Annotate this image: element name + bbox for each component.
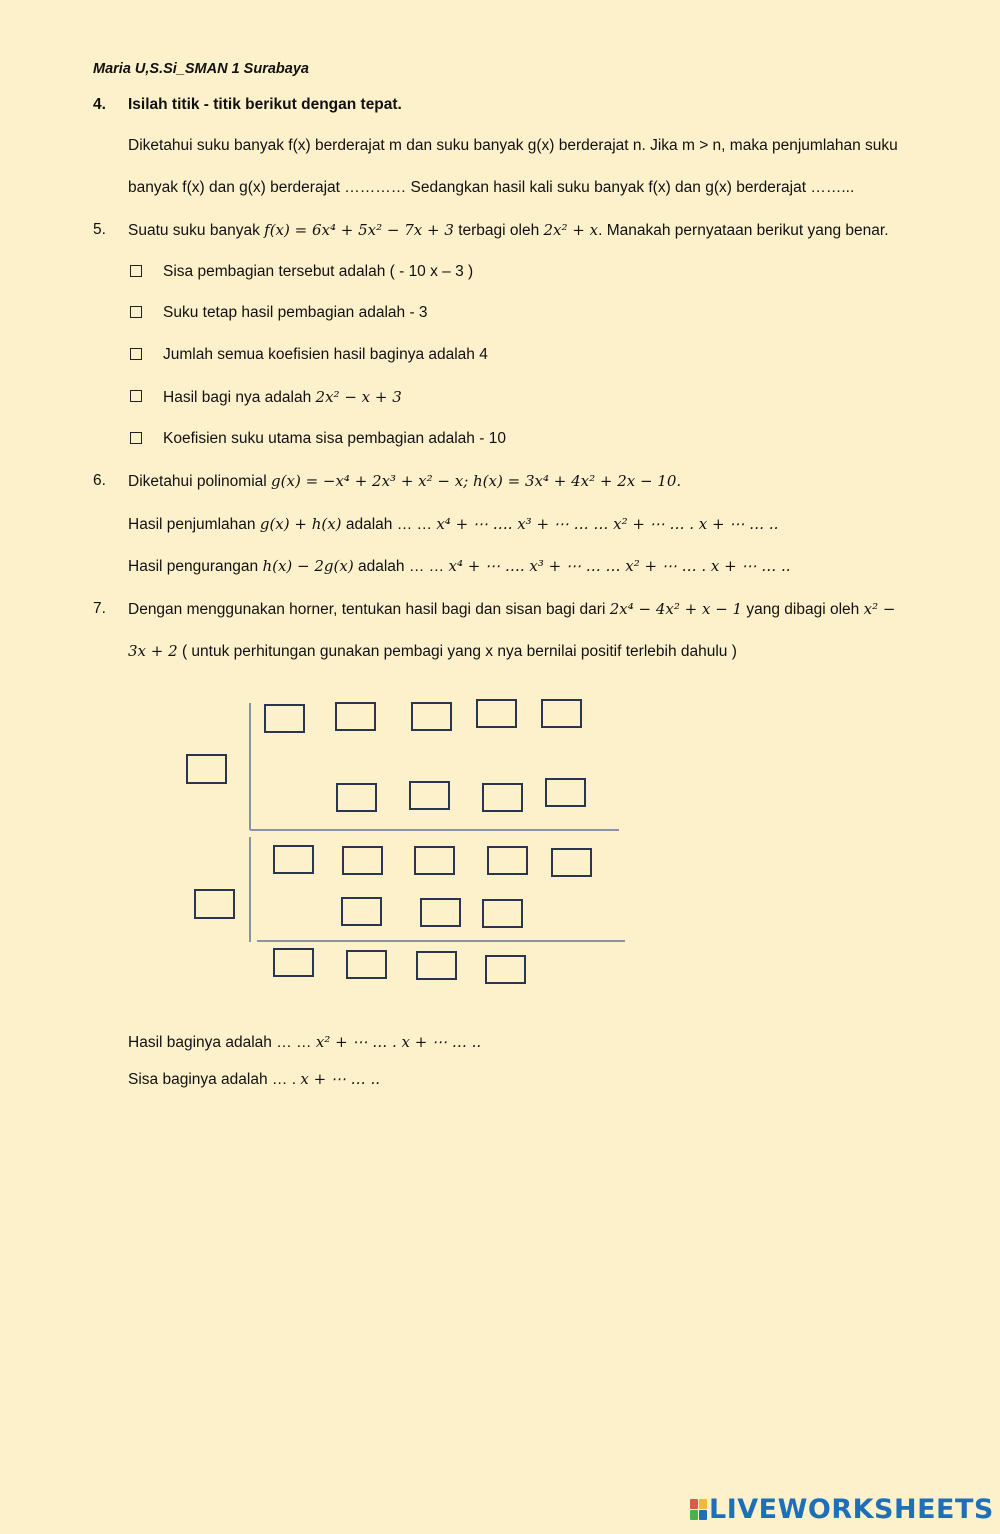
q7-line1-mid: yang dibagi oleh bbox=[746, 601, 860, 618]
q6-number: 6. bbox=[93, 472, 106, 489]
q4-title: Isilah titik - titik berikut dengan tepat. bbox=[128, 96, 402, 113]
horner-product-box[interactable] bbox=[336, 783, 377, 812]
q6-diff-adalah: adalah … … bbox=[358, 558, 445, 575]
q5-option-4 bbox=[163, 388, 402, 407]
q7-line2-text: ( untuk perhitungan gunakan pembagi yang x nya bernilai positif terlebih dahulu ) bbox=[181, 643, 737, 660]
q6-stem bbox=[128, 472, 681, 491]
horner-hline-1 bbox=[250, 829, 619, 831]
horner-coef-box[interactable] bbox=[335, 702, 376, 731]
horner-result-box[interactable] bbox=[416, 951, 457, 980]
q6-sum-expr: g(x) + h(x) bbox=[259, 515, 342, 533]
horner-sum-box[interactable] bbox=[487, 846, 528, 875]
q5-mid: terbagi oleh bbox=[458, 222, 540, 239]
q5-option-4-math: 2x² − x + 3 bbox=[315, 388, 402, 406]
q7-line1 bbox=[128, 600, 895, 619]
q5-option-4-checkbox[interactable] bbox=[130, 390, 142, 402]
q7-divisor-part2: 3x + 2 bbox=[128, 642, 178, 660]
horner-product-box[interactable] bbox=[545, 778, 586, 807]
q6-diff-label: Hasil pengurangan bbox=[128, 558, 259, 575]
q7-remainder-blanks[interactable]: x + ⋯ … .. bbox=[300, 1070, 380, 1088]
q6-polys: g(x) = −x⁴ + 2x³ + x² − x; h(x) = 3x⁴ + 4x² + 2x − 10. bbox=[271, 472, 682, 490]
author-header: Maria U,S.Si_SMAN 1 Surabaya bbox=[93, 61, 309, 77]
q5-number: 5. bbox=[93, 221, 106, 238]
horner-product-box-2[interactable] bbox=[341, 897, 382, 926]
q5-suffix: . Manakah pernyataan berikut yang benar. bbox=[598, 222, 889, 239]
q5-option-1-checkbox[interactable] bbox=[130, 265, 142, 277]
horner-coef-box[interactable] bbox=[264, 704, 305, 733]
q7-result-label: Hasil baginya adalah … … bbox=[128, 1034, 312, 1051]
q7-remainder-label: Sisa baginya adalah … . bbox=[128, 1071, 297, 1088]
q5-option-5: Koefisien suku utama sisa pembagian adalah - 10 bbox=[163, 430, 506, 447]
horner-coef-box[interactable] bbox=[476, 699, 517, 728]
horner-result-box[interactable] bbox=[346, 950, 387, 979]
horner-result-box[interactable] bbox=[273, 948, 314, 977]
logo-square bbox=[699, 1499, 707, 1509]
horner-vline-2 bbox=[249, 837, 251, 942]
horner-product-box[interactable] bbox=[482, 783, 523, 812]
q5-prefix: Suatu suku banyak bbox=[128, 222, 260, 239]
horner-result-box[interactable] bbox=[485, 955, 526, 984]
q4-line2: banyak f(x) dan g(x) berderajat ………… Sedangkan hasil kali suku banyak f(x) dan g(x) berderajat ……... bbox=[128, 179, 855, 196]
logo-text: LIVEWORKSHEETS bbox=[709, 1494, 994, 1525]
horner-product-box[interactable] bbox=[409, 781, 450, 810]
horner-sum-box[interactable] bbox=[414, 846, 455, 875]
liveworksheets-logo-icon bbox=[690, 1499, 707, 1521]
q5-option-3: Jumlah semua koefisien hasil baginya adalah 4 bbox=[163, 346, 488, 363]
q7-remainder-line bbox=[128, 1070, 380, 1089]
horner-divisor-box-1[interactable] bbox=[186, 754, 227, 784]
horner-product-box-2[interactable] bbox=[482, 899, 523, 928]
q5-option-1: Sisa pembagian tersebut adalah ( - 10 x – 3 ) bbox=[163, 263, 474, 280]
q7-line2 bbox=[128, 642, 737, 661]
q6-sum-blanks[interactable]: x⁴ + ⋯ …. x³ + ⋯ … … x² + ⋯ … . x + ⋯ … .. bbox=[436, 515, 779, 533]
q5-option-5-checkbox[interactable] bbox=[130, 432, 142, 444]
horner-divisor-box-2[interactable] bbox=[194, 889, 235, 919]
horner-product-box-2[interactable] bbox=[420, 898, 461, 927]
q5-function: f(x) = 6x⁴ + 5x² − 7x + 3 bbox=[264, 221, 454, 239]
liveworksheets-logo bbox=[690, 1494, 994, 1525]
horner-coef-box[interactable] bbox=[411, 702, 452, 731]
q7-divisor-part1: x² − bbox=[863, 600, 896, 618]
q6-sum-line bbox=[128, 515, 778, 534]
q6-sum-adalah: adalah … … bbox=[345, 516, 433, 533]
q5-divisor: 2x² + x bbox=[543, 221, 599, 239]
q7-result-line bbox=[128, 1033, 481, 1052]
q5-stem bbox=[128, 221, 889, 240]
q4-line1: Diketahui suku banyak f(x) berderajat m dan suku banyak g(x) berderajat n. Jika m > n, maka penjumlahan suku bbox=[128, 137, 898, 154]
horner-sum-box[interactable] bbox=[342, 846, 383, 875]
q5-option-3-checkbox[interactable] bbox=[130, 348, 142, 360]
q6-diff-line bbox=[128, 557, 791, 576]
horner-sum-box[interactable] bbox=[273, 845, 314, 874]
horner-vline-1 bbox=[249, 703, 251, 830]
q6-sum-label: Hasil penjumlahan bbox=[128, 516, 256, 533]
q6-prefix: Diketahui polinomial bbox=[128, 473, 267, 490]
logo-square bbox=[699, 1510, 707, 1520]
q5-option-2: Suku tetap hasil pembagian adalah - 3 bbox=[163, 304, 428, 321]
q4-number: 4. bbox=[93, 96, 106, 113]
q7-number: 7. bbox=[93, 600, 106, 617]
q7-poly: 2x⁴ − 4x² + x − 1 bbox=[609, 600, 743, 618]
q5-option-2-checkbox[interactable] bbox=[130, 306, 142, 318]
q6-diff-expr: h(x) − 2g(x) bbox=[262, 557, 354, 575]
q6-diff-blanks[interactable]: x⁴ + ⋯ …. x³ + ⋯ … … x² + ⋯ … . x + ⋯ … .. bbox=[448, 557, 791, 575]
horner-coef-box[interactable] bbox=[541, 699, 582, 728]
horner-hline-2 bbox=[257, 940, 625, 942]
q5-option-4-text: Hasil bagi nya adalah bbox=[163, 389, 312, 406]
q7-line1-text: Dengan menggunakan horner, tentukan hasil bagi dan sisan bagi dari bbox=[128, 601, 606, 618]
q7-result-blanks[interactable]: x² + ⋯ … . x + ⋯ … .. bbox=[315, 1033, 482, 1051]
logo-square bbox=[690, 1510, 698, 1520]
logo-square bbox=[690, 1499, 698, 1509]
horner-sum-box[interactable] bbox=[551, 848, 592, 877]
